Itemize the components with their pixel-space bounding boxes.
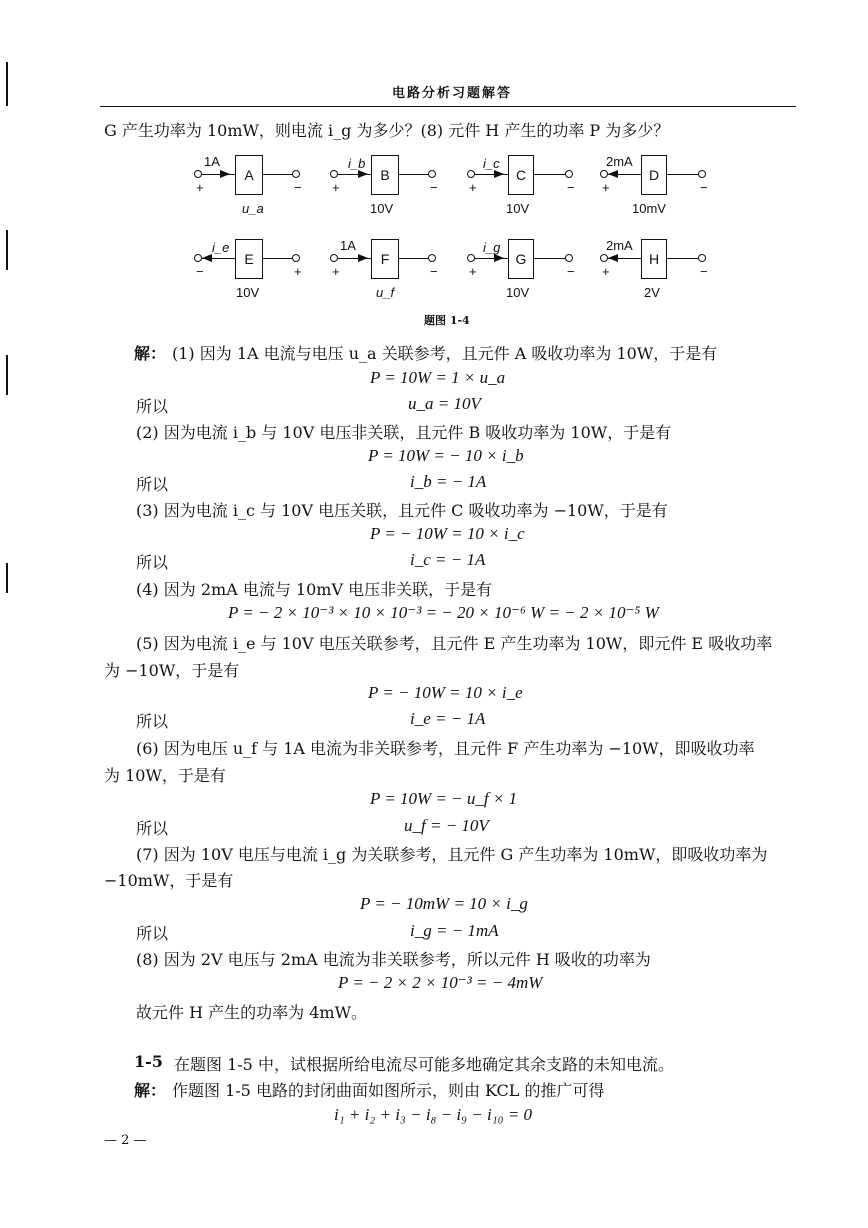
current-arrow-icon bbox=[202, 254, 212, 262]
intro-line: G 产生功率为 10mW，则电流 i_g 为多少？(8) 元件 H 产生的功率 P 为多少？ bbox=[104, 121, 670, 140]
sol-step-8: (8) 因为 2V 电压与 2mA 电流为非关联参考，所以元件 H 吸收的功率为 bbox=[136, 950, 651, 969]
sol-eq-2: P = 10W = − 10 × i_b bbox=[368, 446, 524, 465]
sol-step-5b: 为 −10W，于是有 bbox=[104, 661, 240, 680]
sol-step-5a: (5) 因为电流 i_e 与 10V 电压关联参考，且元件 E 产生功率为 10W，即元件 E 吸收功率 bbox=[136, 634, 773, 653]
current-arrow-icon bbox=[220, 170, 230, 178]
sol-conclusion: 故元件 H 产生的功率为 4mW。 bbox=[136, 1003, 368, 1022]
sol-step-1: (1) 因为 1A 电流与电压 u_a 关联参考，且元件 A 吸收功率为 10W，于是有 bbox=[172, 344, 718, 363]
sol-eq-7: P = − 10mW = 10 × i_g bbox=[360, 894, 528, 913]
sol-res-7: i_g = − 1mA bbox=[410, 921, 499, 940]
sol-step-6b: 为 10W，于是有 bbox=[104, 766, 226, 785]
sol-res-5: i_e = − 1A bbox=[410, 709, 486, 728]
sol-res-6: u_f = − 10V bbox=[404, 816, 489, 835]
terminal bbox=[292, 170, 300, 178]
sol-res-1: u_a = 10V bbox=[408, 394, 481, 413]
sol-eq-4: P = − 2 × 10⁻³ × 10 × 10⁻³ = − 20 × 10⁻⁶ W = − 2 × 10⁻⁵ W bbox=[228, 603, 659, 622]
sol-step-7a: (7) 因为 10V 电压与电流 i_g 为关联参考，且元件 G 产生功率为 10mW，即吸收功率为 bbox=[136, 845, 768, 864]
current-arrow-icon bbox=[358, 170, 368, 178]
page-header-title: 电路分析习题解答 bbox=[392, 86, 513, 101]
problem-solution-label: 解： bbox=[134, 1081, 167, 1100]
problem-solution-text: 作题图 1-5 电路的封闭曲面如图所示，则由 KCL 的推广可得 bbox=[172, 1081, 605, 1100]
element-box: A bbox=[235, 155, 263, 195]
sol-res-3: i_c = − 1A bbox=[410, 550, 486, 569]
scan-mark bbox=[6, 355, 8, 395]
kcl-equation: i₁ + i₂ + i₃ − i₈ − i₉ − i₁₀ = 0 bbox=[334, 1105, 533, 1124]
page-number: — 2 — bbox=[104, 1133, 147, 1148]
sol-eq-6: P = 10W = − u_f × 1 bbox=[370, 789, 518, 808]
sol-res-2: i_b = − 1A bbox=[410, 472, 487, 491]
current-arrow-icon bbox=[494, 170, 504, 178]
header-rule bbox=[100, 106, 796, 107]
scan-mark bbox=[6, 230, 8, 270]
sol-eq-5: P = − 10W = 10 × i_e bbox=[368, 683, 523, 702]
solution-label: 解： bbox=[134, 344, 167, 363]
sol-eq-3: P = − 10W = 10 × i_c bbox=[370, 524, 525, 543]
scan-mark bbox=[6, 563, 8, 593]
current-arrow-icon bbox=[608, 254, 618, 262]
therefore-label: 所以 bbox=[136, 397, 169, 416]
current-arrow-icon bbox=[358, 254, 368, 262]
sol-eq-1: P = 10W = 1 × u_a bbox=[370, 368, 506, 387]
figure-caption: 题图 1-4 bbox=[424, 314, 470, 327]
sol-eq-8: P = − 2 × 2 × 10⁻³ = − 4mW bbox=[338, 973, 543, 992]
sol-step-4: (4) 因为 2mA 电流与 10mV 电压非关联，于是有 bbox=[136, 580, 493, 599]
sol-step-2: (2) 因为电流 i_b 与 10V 电压非关联，且元件 B 吸收功率为 10W，于是有 bbox=[136, 423, 672, 442]
problem-number: 1-5 bbox=[134, 1052, 163, 1071]
sol-step-7b: −10mW，于是有 bbox=[104, 871, 234, 890]
scan-mark bbox=[6, 62, 8, 106]
current-arrow-icon bbox=[608, 170, 618, 178]
sol-step-3: (3) 因为电流 i_c 与 10V 电压关联，且元件 C 吸收功率为 −10W，于是有 bbox=[136, 501, 668, 520]
current-arrow-icon bbox=[494, 254, 504, 262]
problem-text: 在题图 1-5 中，试根据所给电流尽可能多地确定其余支路的未知电流。 bbox=[174, 1055, 674, 1074]
sol-step-6a: (6) 因为电压 u_f 与 1A 电流为非关联参考，且元件 F 产生功率为 −10W，即吸收功率 bbox=[136, 739, 755, 758]
